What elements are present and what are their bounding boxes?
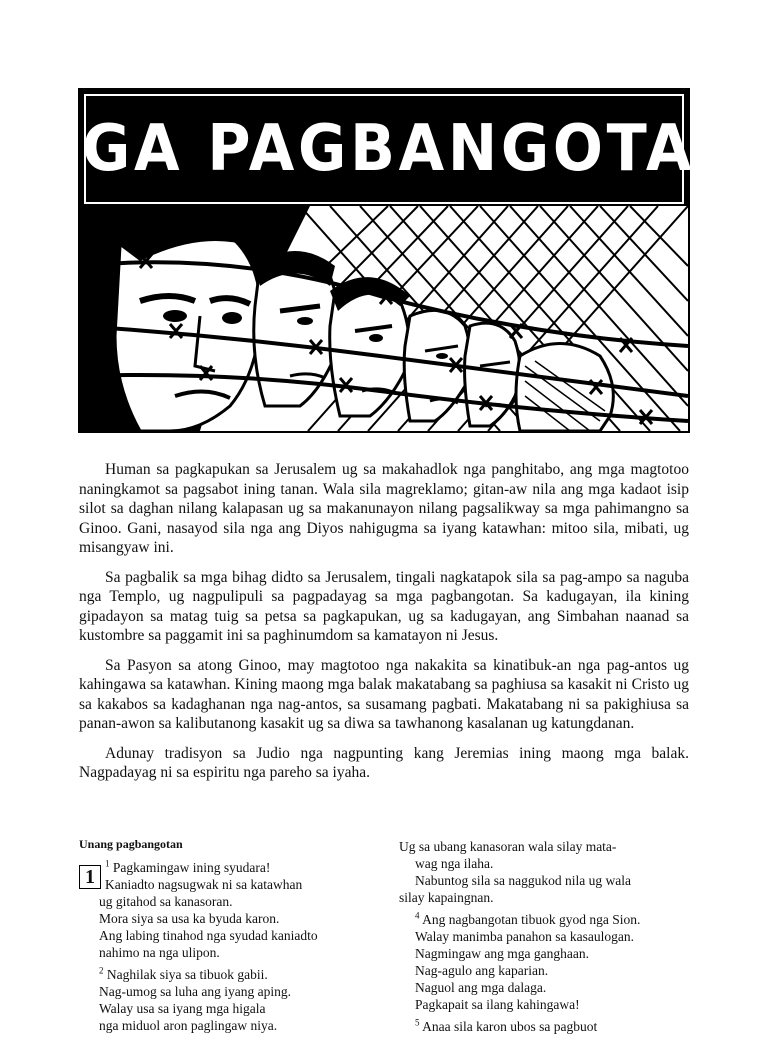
barbed-wire-faces-illustration bbox=[80, 206, 688, 431]
intro-paragraph-1: Human sa pagkapukan sa Jerusalem ug sa makahadlok nga panghitabo, ang mga magtotoo naningkamot sa pagsabot ining tanan. Wala sila magreklamo; gitan-aw nila ang mga kadaot isip silot sa daghan nilang kalapasan ug sa makanunayon nilang pagsalikway sa mga pahimangno sa Ginoo. Gani, nasayod sila nga ang Diyos nahigugma sa iyang katawhan: mitoo sila, mibati, ug misangyaw ini. bbox=[79, 461, 689, 556]
verse-line: Nagmingaw ang mga ganghaan. bbox=[415, 946, 589, 961]
verse-line: $^5$ Anaa sila karon ubos sa pagbuot bbox=[415, 1017, 598, 1034]
verse-line: Walay usa sa iyang mga higala bbox=[99, 1001, 266, 1016]
verse-line: Walay manimba panahon sa kasaulogan. bbox=[415, 929, 634, 944]
verse-1 bbox=[79, 859, 379, 961]
verse-line: nahimo na nga ulipon. bbox=[99, 945, 220, 960]
verse-line: Mora siya sa usa ka byuda karon. bbox=[99, 911, 280, 926]
verse-line: ug gitahod sa kanasoran. bbox=[99, 894, 233, 909]
verse-line: Nabuntog sila sa naggukod nila ug wala bbox=[415, 873, 631, 888]
verse-line: Nag-agulo ang kaparian. bbox=[415, 963, 549, 978]
left-column bbox=[79, 836, 379, 1039]
verse-line: Kaniadto nagsugwak ni sa katawhan bbox=[105, 877, 303, 892]
title-banner bbox=[19, 88, 749, 433]
verse-line: $^4$ Ang nagbangotan tibuok gyod nga Sion. bbox=[415, 910, 641, 927]
verse-number: 1 bbox=[105, 858, 110, 869]
verse-5 bbox=[399, 1018, 719, 1035]
section-title: Unang pagbangotan bbox=[79, 837, 183, 851]
introduction bbox=[79, 460, 689, 793]
intro-paragraph-3: Sa Pasyon sa atong Ginoo, may magtotoo nga nakakita sa kinatibuk-an nga pag-antos ug kahingawa sa katawhan. Kining maong mga balak makatabang sa paghiusa sa kasakit ni Cristo ug sa kakabos sa kadaghanan nga nag-antos, sa susamang pagbati. Makatabang ni sa pakighiusa sa panan-awon sa kalibutanong kasakit ug sa diwa sa tawhanong kasalanan ug katungdanan. bbox=[79, 656, 689, 732]
page-title: MGA PAGBANGOTAN bbox=[19, 112, 749, 186]
title-box bbox=[19, 94, 749, 204]
verse-line: Nag-umog sa luha ang iyang aping. bbox=[99, 984, 291, 999]
verse-line: $^1$ Pagkamingaw ining syudara! bbox=[105, 858, 271, 875]
intro-paragraph-2: Sa pagbalik sa mga bihag didto sa Jerusalem, tingali nagkatapok sila sa pag-ampo sa naguba nga Templo, ug nagpulipuli sa pagpadayag sa mga pagbangotan. Sa kadugayan, ila kining gipadayon sa matag tuig sa petsa sa pagkapukan, ug sa kadugayan, ang Simbahan naanad sa kustombre sa paggamit ini sa paghinumdom sa kamatayon ni Jesus. bbox=[79, 568, 689, 644]
verse-line: Pagkapait sa ilang kahingawa! bbox=[415, 997, 580, 1012]
verse-4 bbox=[399, 911, 719, 1013]
chapter-number: 1 bbox=[79, 865, 101, 889]
intro-paragraph-4: Adunay tradisyon sa Judio nga nagpunting kang Jeremias ining maong mga balak. Nagpadayag ni sa espiritu nga pareho sa iyaha. bbox=[79, 744, 689, 781]
verse-line: nga miduol aron paglingaw niya. bbox=[99, 1018, 278, 1033]
verse-line: Ug sa ubang kanasoran wala silay mata- bbox=[399, 839, 617, 854]
verse-line: Naguol ang mga dalaga. bbox=[415, 980, 547, 995]
verse-line: silay kapaingnan. bbox=[399, 890, 494, 905]
face-6 bbox=[516, 344, 613, 432]
verse-line: Ang labing tinahod nga syudad kaniadto bbox=[99, 928, 318, 943]
verse-number: 2 bbox=[99, 965, 104, 976]
verse-number: 5 bbox=[415, 1017, 420, 1028]
verse-3-continued bbox=[399, 838, 719, 906]
verse-line: wag nga ilaha. bbox=[415, 856, 494, 871]
verse-number: 4 bbox=[415, 910, 420, 921]
verse-line: $^2$ Naghilak siya sa tibuok gabii. bbox=[99, 965, 268, 982]
right-column bbox=[399, 836, 719, 1040]
